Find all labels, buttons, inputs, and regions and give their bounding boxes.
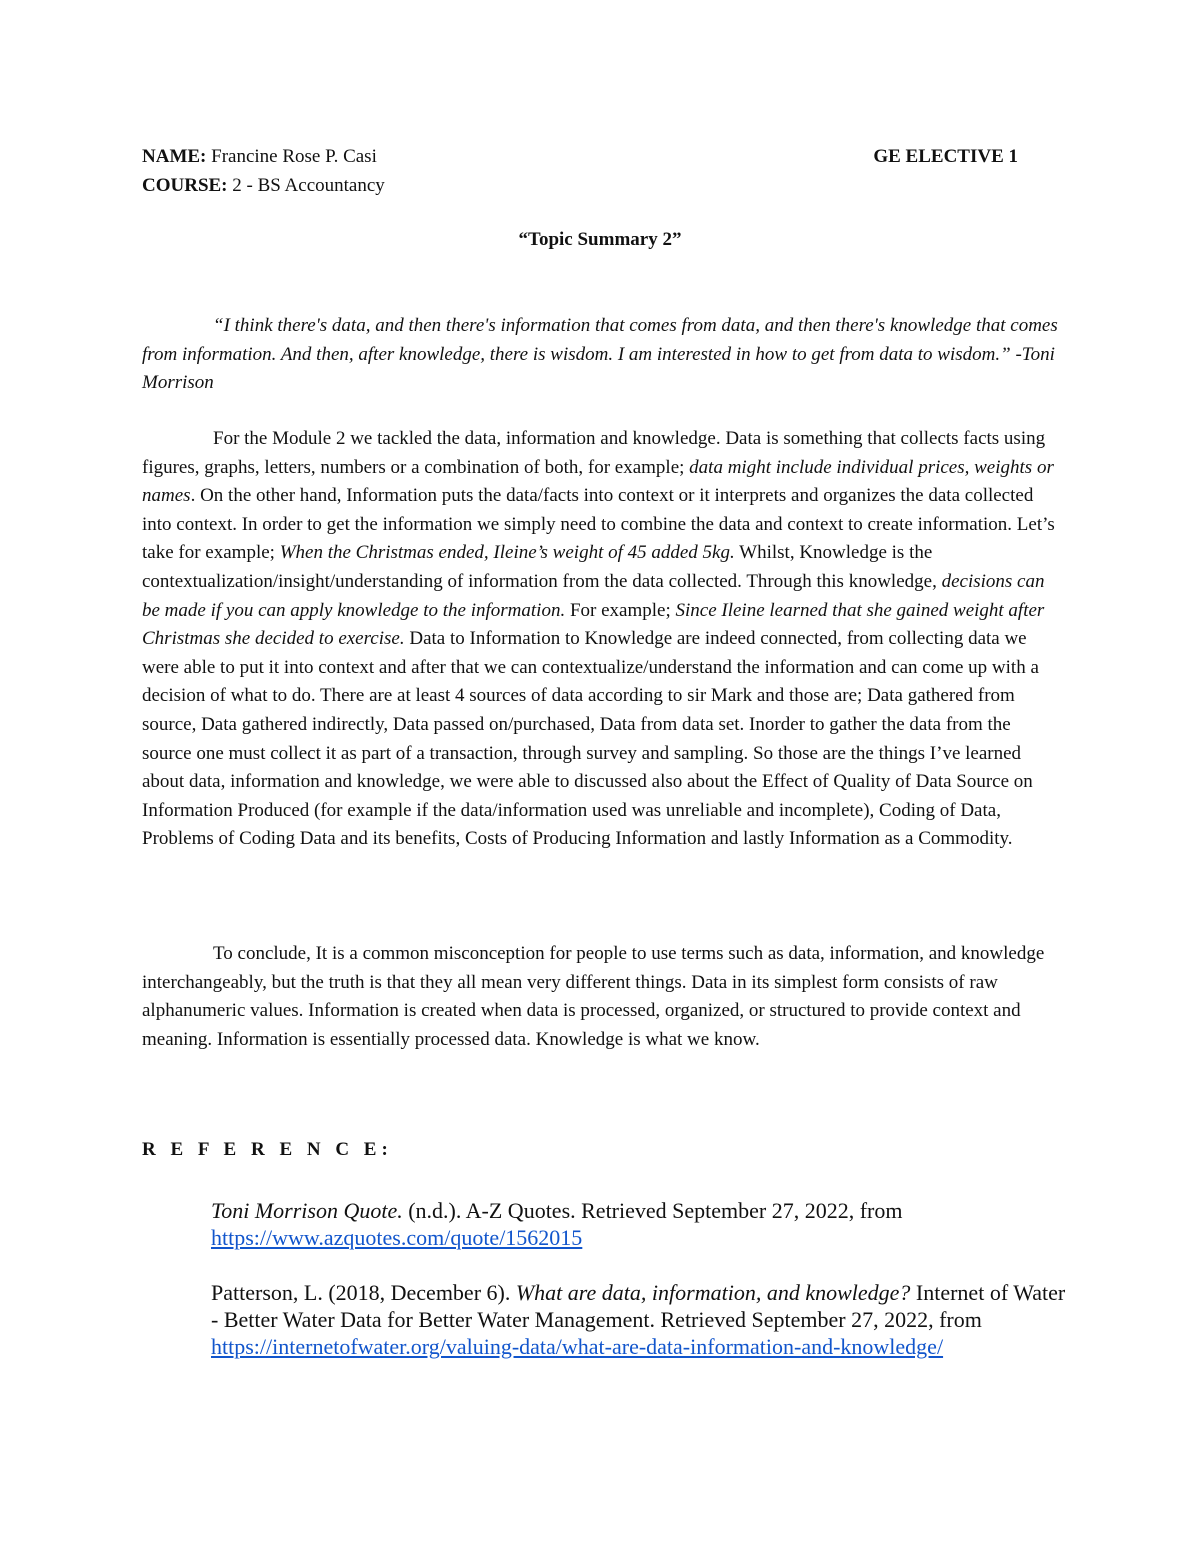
p1-text-3: Whilst, Knowledge is the contextualization/insight/understanding of information from the data collected. Through this knowledge, [142, 542, 942, 592]
ref2-link[interactable]: https://internetofwater.org/valuing-data/what-are-data-information-and-knowledge/ [211, 1334, 944, 1359]
p1-italic-3: decisions can be made if you can apply knowledge to the information. [142, 570, 1045, 621]
document-title: “Topic Summary 2” [518, 229, 682, 250]
p1-text-2: . On the other hand, Information puts the data/facts into context or it interprets and organizes the data collected into context. In order to get the information we simply need to combine the data and context to create information. Let’s take for example; [142, 485, 1055, 564]
course-label: COURSE: [142, 175, 228, 196]
reference-heading: R E F E R E N C E: [142, 1139, 393, 1160]
ref1-title: Toni Morrison Quote. [211, 1198, 403, 1223]
body-paragraph-1 [142, 425, 1062, 854]
student-info [142, 142, 385, 200]
p1-italic-1: data might include individual prices, weights or names [142, 456, 1054, 507]
name-value: Francine Rose P. Casi [206, 146, 377, 167]
reference-entry-1 [211, 1197, 1071, 1251]
opening-quote: “I think there's data, and then there's information that comes from data, and then there's knowledge that comes from information. And then, after knowledge, there is wisdom. I am interested in how to get from data to wisdom.” -Toni Morrison [142, 315, 1058, 394]
p1-italic-2: When the Christmas ended, Ileine’s weight of 45 added 5kg. [279, 542, 735, 564]
ref1-link[interactable]: https://www.azquotes.com/quote/1562015 [211, 1225, 583, 1250]
body-paragraph-2: To conclude, It is a common misconception for people to use terms such as data, information, and knowledge interchangeably, but the truth is that they all mean very different things. Data in its simplest form consists of raw alphanumeric values. Information is created when data is processed, organized, or structured to provide context and meaning. Information is essentially processed data. Knowledge is what we know. [142, 943, 1045, 1050]
p1-italic-4: Since Ileine learned that she gained weight after Christmas she decided to exercise. [142, 599, 1045, 650]
name-label: NAME: [142, 146, 207, 167]
reference-entry-2 [211, 1279, 1071, 1360]
subject-label: GE ELECTIVE 1 [873, 146, 1018, 167]
ref2-author: Patterson, L. (2018, December 6). [211, 1280, 516, 1305]
course-line [142, 171, 385, 200]
p1-text-1: For the Module 2 we tackled the data, information and knowledge. Data is something that collects facts using figures, graphs, letters, numbers or a combination of both, for example; [142, 428, 1046, 478]
ref2-text: Internet of Water - Better Water Data for Better Water Management. Retrieved September 27, 2022, from [211, 1280, 1066, 1332]
ref2-title: What are data, information, and knowledge? [515, 1280, 911, 1305]
name-line [142, 142, 385, 171]
document-header [142, 142, 1018, 200]
p1-text-4: For example; [565, 599, 676, 621]
ref1-text: (n.d.). A-Z Quotes. Retrieved September 27, 2022, from [402, 1198, 903, 1223]
p1-text-5: Data to Information to Knowledge are indeed connected, from collecting data we were able to put it into context and after that we can contextualize/understand the information and can come up with a decision of what to do. There are at least 4 sources of data according to sir Mark and those are; Data gathered from source, Data gathered indirectly, Data passed on/purchased, Data from data set. Inorder to gather the data from the source one must collect it as part of a transaction, through survey and sampling. So those are the things I’ve learned about data, information and knowledge, we were able to discussed also about the Effect of Quality of Data Source on Information Produced (for example if the data/information used was unreliable and incomplete), Coding of Data, Problems of Coding Data and its benefits, Costs of Producing Information and lastly Information as a Commodity. [142, 628, 1039, 850]
course-value: 2 - BS Accountancy [227, 175, 385, 196]
